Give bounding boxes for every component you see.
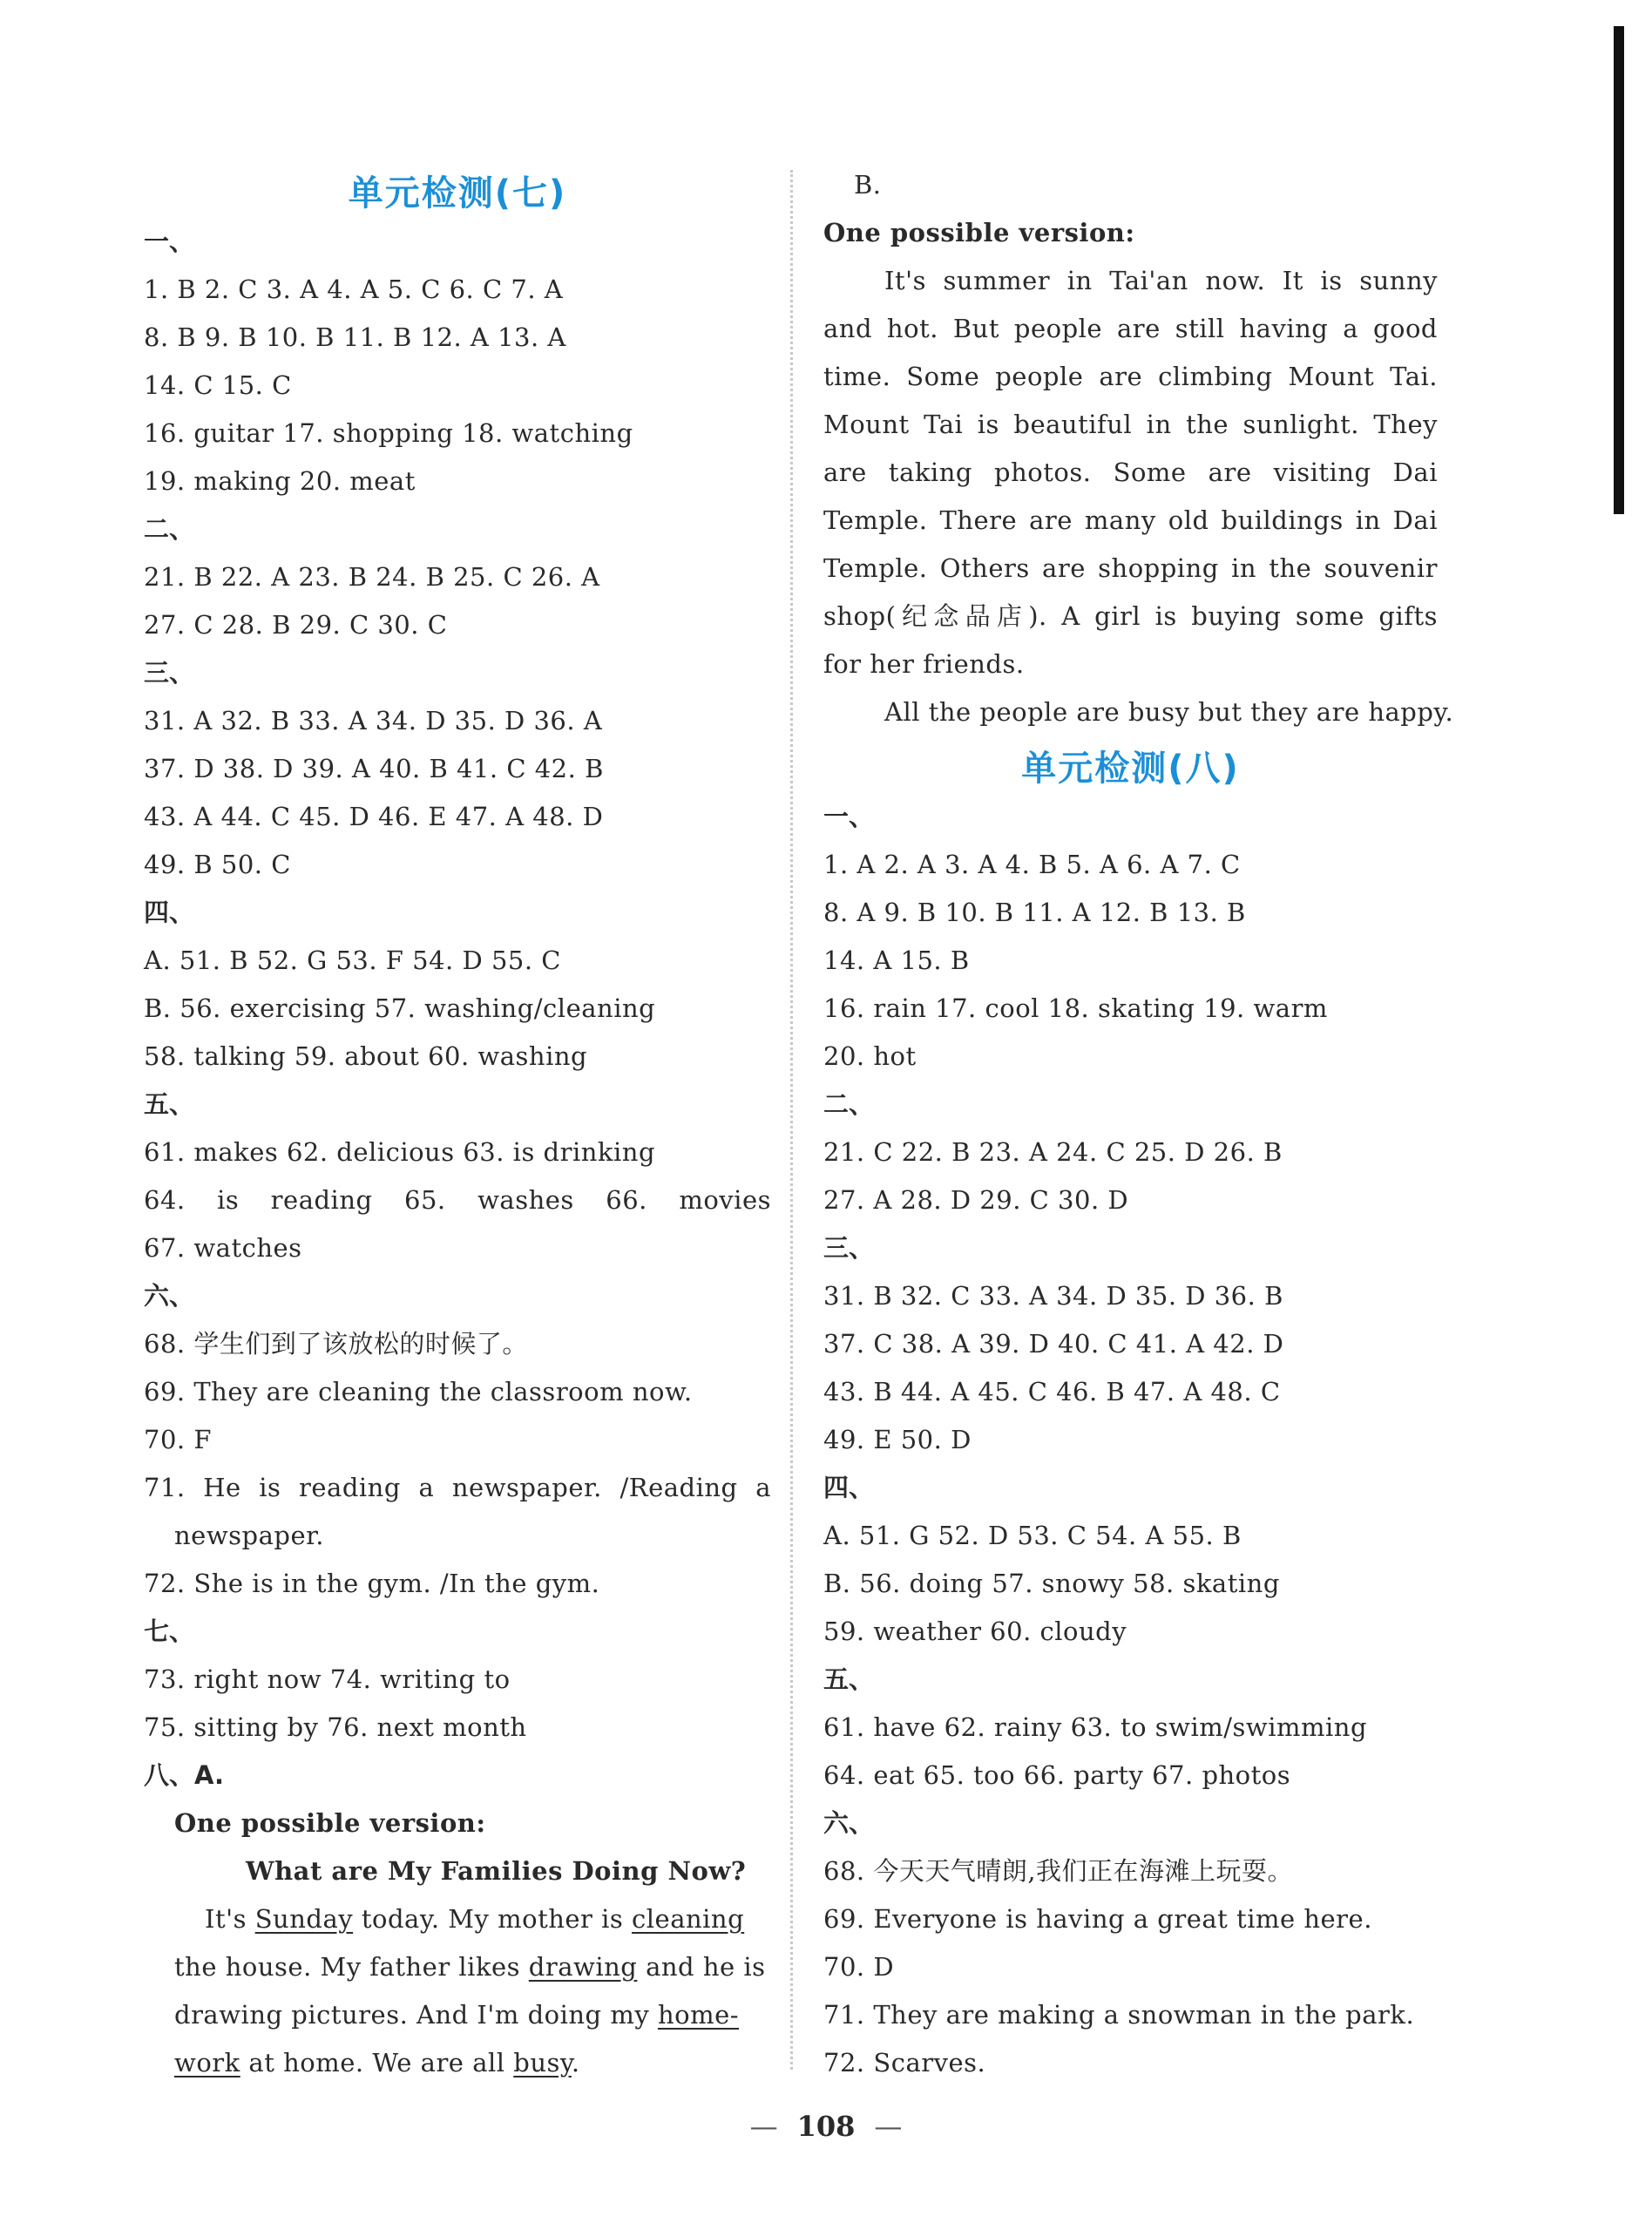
answer-line: 69. They are cleaning the classroom now.: [144, 1377, 693, 1406]
answer-line: 49. E 50. D: [823, 1425, 972, 1454]
answer-line: 75. sitting by 76. next month: [144, 1712, 527, 1742]
answer-line: 70. D: [823, 1952, 895, 1982]
essay-line: for her friends.: [823, 649, 1025, 679]
essay-line: [174, 1949, 766, 1984]
possible-version-label: One possible version:: [174, 1808, 486, 1838]
answer-line: 68. 今天天气晴朗,我们正在海滩上玩耍。: [823, 1856, 1294, 1886]
answer-line: B. 56. doing 57. snowy 58. skating: [823, 1569, 1280, 1598]
answer-line: 59. weather 60. cloudy: [823, 1617, 1127, 1646]
essay-line: Temple. There are many old buildings in Dai: [823, 505, 1438, 535]
answer-line: 43. B 44. A 45. C 46. B 47. A 48. C: [823, 1377, 1281, 1406]
answer-line: B. 56. exercising 57. washing/cleaning: [144, 993, 656, 1023]
answer-line: 71. He is reading a newspaper. /Reading a: [144, 1473, 771, 1502]
answer-line: 73. right now 74. writing to: [144, 1664, 511, 1694]
answer-line: 37. C 38. A 39. D 40. C 41. A 42. D: [823, 1329, 1284, 1359]
answer-line: 19. making 20. meat: [144, 466, 416, 496]
answer-line: 70. F: [144, 1425, 212, 1454]
essay-text: the house. My father likes: [174, 1952, 529, 1982]
answer-line: 16. guitar 17. shopping 18. watching: [144, 418, 633, 448]
essay-line: time. Some people are climbing Mount Tai.: [823, 362, 1438, 391]
essay-line: and hot. But people are still having a good: [823, 314, 1438, 343]
section-3-label: 三、: [823, 1233, 875, 1263]
essay-text: at home. We are all: [240, 2048, 514, 2077]
underlined-word: Sunday: [254, 1904, 354, 1934]
answer-line: 14. C 15. C: [144, 370, 292, 400]
answer-line: 72. Scarves.: [823, 2048, 986, 2077]
answer-line: 20. hot: [823, 1041, 917, 1071]
section-1-label: 一、: [144, 227, 195, 256]
answer-line: 69. Everyone is having a great time here.: [823, 1904, 1372, 1934]
essay-line: It's summer in Tai'an now. It is sunny: [884, 266, 1438, 295]
answer-line: 61. makes 62. delicious 63. is drinking: [144, 1137, 656, 1167]
essay-text: drawing pictures. And I'm doing my: [174, 2000, 658, 2030]
column-divider: [790, 170, 793, 2070]
answer-line: 64. eat 65. too 66. party 67. photos: [823, 1760, 1291, 1790]
section-4-label: 四、: [144, 898, 195, 927]
essay-text: It's: [205, 1904, 255, 1934]
answer-line: 27. A 28. D 29. C 30. D: [823, 1185, 1129, 1215]
section-2-label: 二、: [144, 514, 195, 544]
essay-text: and he is: [637, 1952, 766, 1982]
answer-line: 67. watches: [144, 1233, 302, 1263]
answer-line: newspaper.: [174, 1521, 325, 1550]
section-8-label: 八、A.: [144, 1760, 224, 1790]
answer-line: 49. B 50. C: [144, 850, 291, 879]
answer-line: A. 51. B 52. G 53. F 54. D 55. C: [144, 946, 561, 975]
answer-line: 8. B 9. B 10. B 11. B 12. A 13. A: [144, 322, 566, 352]
section-5-label: 五、: [823, 1664, 875, 1694]
underlined-word: drawing: [528, 1952, 638, 1982]
page-number-footer: [0, 2109, 1652, 2144]
essay-line: Temple. Others are shopping in the souvenir: [823, 553, 1438, 583]
answer-line: 21. B 22. A 23. B 24. B 25. C 26. A: [144, 562, 600, 592]
answer-line: 58. talking 59. about 60. washing: [144, 1041, 588, 1071]
section-5-label: 五、: [144, 1089, 195, 1119]
essay-title: What are My Families Doing Now?: [246, 1856, 747, 1886]
answer-line: 43. A 44. C 45. D 46. E 47. A 48. D: [144, 802, 604, 831]
answer-line: 1. B 2. C 3. A 4. A 5. C 6. C 7. A: [144, 275, 564, 304]
answer-line: 8. A 9. B 10. B 11. A 12. B 13. B: [823, 898, 1246, 927]
answer-line: 1. A 2. A 3. A 4. B 5. A 6. A 7. C: [823, 850, 1241, 879]
unit-test-8-title: 单元检测(八): [1021, 749, 1240, 789]
underlined-word: work: [174, 2048, 240, 2077]
answer-line: 27. C 28. B 29. C 30. C: [144, 610, 448, 640]
underlined-word: cleaning: [632, 1904, 745, 1934]
answer-line: 31. B 32. C 33. A 34. D 35. D 36. B: [823, 1281, 1283, 1311]
section-4-label: 四、: [823, 1473, 875, 1502]
answer-line: 16. rain 17. cool 18. skating 19. warm: [823, 993, 1328, 1023]
essay-line: [174, 1997, 739, 2032]
section-6-label: 六、: [823, 1808, 875, 1838]
essay-line: shop(纪念品店). A girl is buying some gifts: [823, 601, 1438, 631]
essay-line: [174, 2045, 580, 2080]
dash-left: —: [749, 2110, 778, 2143]
answer-line: 14. A 15. B: [823, 946, 970, 975]
section-7-label: 七、: [144, 1617, 195, 1646]
essay-line: [205, 1901, 771, 1936]
answer-line: 21. C 22. B 23. A 24. C 25. D 26. B: [823, 1137, 1283, 1167]
answer-line: 31. A 32. B 33. A 34. D 35. D 36. A: [144, 706, 603, 735]
answer-line: 72. She is in the gym. /In the gym.: [144, 1569, 600, 1598]
underlined-word: home-: [657, 2000, 740, 2030]
section-2-label: 二、: [823, 1089, 875, 1119]
dash-right: —: [874, 2110, 903, 2143]
answer-line: 37. D 38. D 39. A 40. B 41. C 42. B: [144, 754, 604, 783]
essay-text: today. My mother is: [353, 1904, 633, 1934]
section-1-label: 一、: [823, 802, 875, 831]
section-6-label: 六、: [144, 1281, 195, 1311]
section-8-b-label: B.: [854, 170, 882, 200]
page-edge-bar: [1614, 26, 1624, 514]
answer-line: 68. 学生们到了该放松的时候了。: [144, 1329, 528, 1359]
essay-line: All the people are busy but they are happy.: [884, 697, 1454, 727]
essay-text: .: [571, 2048, 580, 2077]
page-number: 108: [796, 2110, 856, 2143]
possible-version-label: One possible version:: [823, 218, 1135, 247]
answer-line: 61. have 62. rainy 63. to swim/swimming: [823, 1712, 1368, 1742]
answer-line: 64. is reading 65. washes 66. movies: [144, 1185, 771, 1215]
essay-line: are taking photos. Some are visiting Dai: [823, 458, 1438, 487]
underlined-word: busy: [513, 2048, 572, 2077]
answer-line: 71. They are making a snowman in the park.: [823, 2000, 1415, 2030]
answer-line: A. 51. G 52. D 53. C 54. A 55. B: [823, 1521, 1242, 1550]
essay-line: Mount Tai is beautiful in the sunlight. They: [823, 410, 1438, 439]
section-3-label: 三、: [144, 658, 195, 688]
unit-test-7-title: 单元检测(七): [348, 173, 567, 214]
